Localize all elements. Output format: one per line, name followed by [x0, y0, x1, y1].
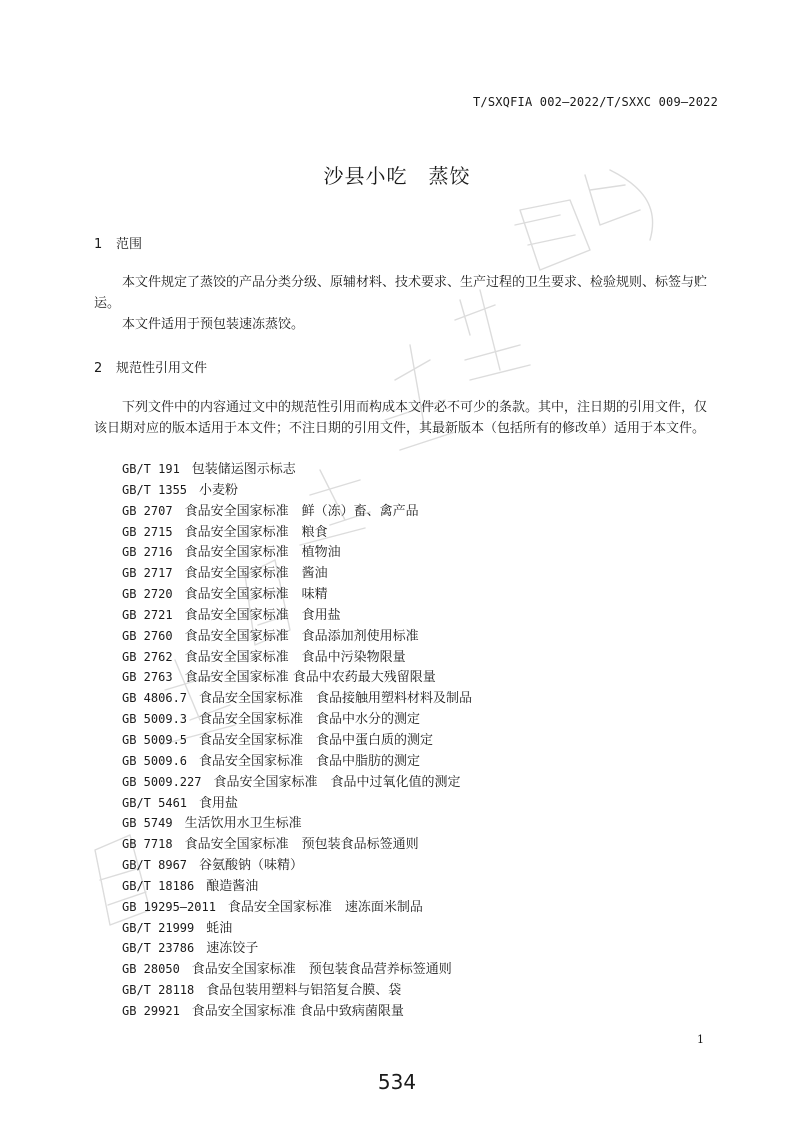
- reference-title: 酿造酱油: [206, 878, 259, 894]
- reference-code: GB 5009.5: [122, 732, 188, 747]
- section-2-title: 规范性引用文件: [116, 361, 208, 376]
- reference-code: GB/T 28118: [122, 983, 195, 998]
- reference-item: [122, 584, 472, 605]
- reference-title: 食品安全国家标准 食用盐: [184, 607, 341, 623]
- reference-title: 食品包装用塑料与铝箔复合膜、袋: [206, 983, 402, 999]
- section-1-title: 范围: [116, 237, 143, 252]
- reference-title: 食品安全国家标准 食品中污染物限量: [184, 649, 406, 665]
- reference-code: GB 2760: [122, 628, 173, 643]
- reference-item: [122, 542, 472, 563]
- reference-code: GB/T 191: [122, 462, 180, 476]
- reference-code: GB 7718: [122, 837, 173, 852]
- reference-code: GB/T 1355: [122, 482, 188, 497]
- reference-code: GB/T 5461: [122, 795, 188, 810]
- reference-item: [122, 626, 472, 647]
- reference-code: GB 2763: [122, 670, 173, 685]
- reference-item: [122, 751, 472, 772]
- reference-title: 速冻饺子: [206, 941, 259, 957]
- scope-paragraph-1: 本文件规定了蒸饺的产品分类分级、原辅材料、技术要求、生产过程的卫生要求、检验规则、标签与贮运。: [94, 275, 708, 311]
- reference-code: GB 5009.227: [122, 774, 202, 789]
- reference-title: 食品安全国家标准 食品添加剂使用标准: [184, 628, 419, 644]
- reference-title: 生活饮用水卫生标准: [184, 816, 302, 832]
- reference-item: [122, 959, 472, 980]
- section-1-heading: [94, 233, 142, 252]
- reference-code: GB 29921: [122, 1003, 180, 1018]
- reference-title: 食品安全国家标准 粮食: [184, 524, 328, 540]
- reference-title: 蚝油: [206, 920, 233, 936]
- reference-code: GB 5009.3: [122, 712, 188, 727]
- reference-item: [122, 834, 472, 855]
- reference-title: 食品安全国家标准 植物油: [184, 545, 341, 561]
- reference-title: 食品安全国家标准 速冻面米制品: [227, 899, 423, 915]
- scope-paragraph-2: 本文件适用于预包装速冻蒸饺。: [122, 317, 305, 332]
- reference-title: 谷氨酸钠（味精）: [199, 858, 304, 874]
- reference-title: 食品安全国家标准 食品中农药最大残留限量: [184, 670, 436, 686]
- reference-item: [122, 918, 472, 939]
- reference-item: [122, 876, 472, 897]
- reference-item: [122, 688, 472, 709]
- reference-code: GB/T 18186: [122, 878, 195, 893]
- reference-item: [122, 667, 472, 688]
- reference-item: [122, 563, 472, 584]
- standard-code: T/SXQFIA 002—2022/T/SXXC 009—2022: [472, 95, 718, 109]
- section-2-heading: [94, 357, 207, 376]
- reference-item: [122, 938, 472, 959]
- reference-title: 食用盐: [199, 795, 239, 811]
- reference-item: [122, 855, 472, 876]
- reference-title: 食品安全国家标准 食品中水分的测定: [199, 712, 421, 728]
- document-title: 沙县小吃 蒸饺: [323, 164, 471, 188]
- reference-item: [122, 730, 472, 751]
- section-1-number: 1: [94, 237, 103, 252]
- reference-title: 包装储运图示标志: [191, 462, 296, 477]
- reference-item: [122, 1001, 472, 1022]
- reference-code: GB 28050: [122, 962, 180, 977]
- reference-list: [122, 459, 472, 1022]
- reference-item: [122, 480, 472, 501]
- reference-code: GB/T 23786: [122, 941, 195, 956]
- reference-title: 食品安全国家标准 食品中蛋白质的测定: [199, 732, 434, 748]
- reference-code: GB 19295—2011: [122, 899, 216, 914]
- reference-code: GB/T 21999: [122, 920, 195, 935]
- reference-code: GB 2721: [122, 607, 173, 622]
- reference-title: 食品安全国家标准 酱油: [184, 566, 328, 582]
- reference-item: [122, 793, 472, 814]
- reference-code: GB 4806.7: [122, 691, 188, 706]
- reference-title: 食品安全国家标准 食品接触用塑料材料及制品: [199, 691, 473, 707]
- reference-item: [122, 605, 472, 626]
- reference-item: [122, 522, 472, 543]
- reference-title: 食品安全国家标准 预包装食品标签通则: [184, 837, 419, 853]
- reference-code: GB 5749: [122, 816, 173, 831]
- reference-title: 食品安全国家标准 食品中过氧化值的测定: [213, 774, 461, 790]
- reference-item: [122, 980, 472, 1001]
- reference-title: 小麦粉: [199, 482, 239, 498]
- reference-code: GB 2716: [122, 545, 173, 560]
- reference-code: GB 2715: [122, 524, 173, 539]
- reference-code: GB 2720: [122, 587, 173, 602]
- reference-title: 食品安全国家标准 预包装食品营养标签通则: [191, 962, 452, 978]
- reference-item: [122, 772, 472, 793]
- reference-item: [122, 709, 472, 730]
- reference-title: 食品安全国家标准 食品中脂肪的测定: [199, 753, 421, 769]
- reference-item: [122, 897, 472, 918]
- reference-title: 食品安全国家标准 食品中致病菌限量: [191, 1003, 404, 1019]
- reference-title: 食品安全国家标准 鲜（冻）畜、禽产品: [184, 503, 419, 519]
- references-intro-paragraph: 下列文件中的内容通过文中的规范性引用而构成本文件必不可少的条款。其中，注日期的引用文件，仅该日期对应的版本适用于本文件；不注日期的引用文件，其最新版本（包括所有的修改单）适用于本文件。: [94, 400, 708, 436]
- reference-item: [122, 647, 472, 668]
- reference-item: [122, 459, 472, 480]
- reference-code: GB 2762: [122, 649, 173, 664]
- page-number: 1: [697, 1033, 704, 1046]
- reference-code: GB 2707: [122, 503, 173, 518]
- reference-code: GB/T 8967: [122, 858, 188, 873]
- reference-code: GB 5009.6: [122, 753, 188, 768]
- section-2-number: 2: [94, 361, 103, 376]
- reference-code: GB 2717: [122, 566, 173, 581]
- folio-number: 534: [377, 1070, 417, 1094]
- reference-title: 食品安全国家标准 味精: [184, 587, 328, 603]
- reference-item: [122, 501, 472, 522]
- reference-item: [122, 813, 472, 834]
